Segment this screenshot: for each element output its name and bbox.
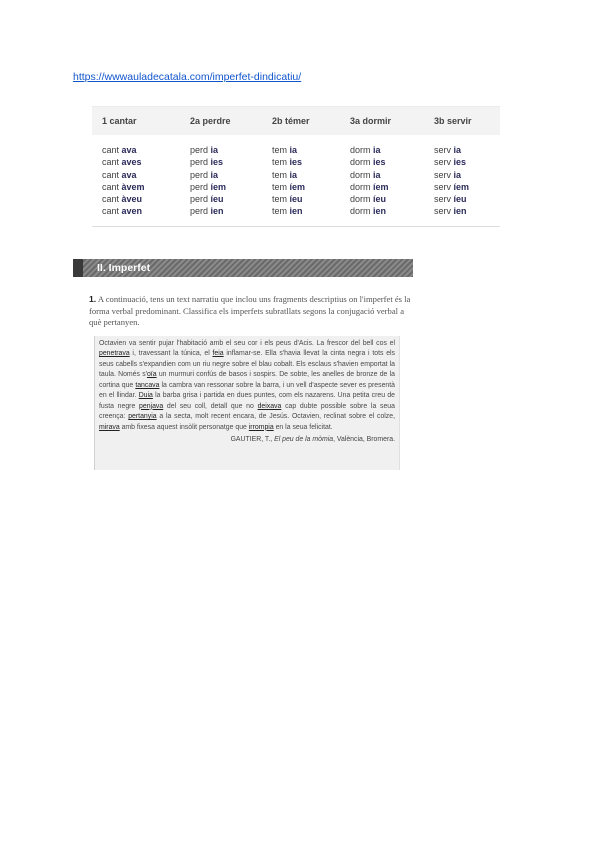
- underlined-verb: feia: [212, 350, 224, 358]
- verb-ending: íem: [453, 181, 470, 192]
- underlined-verb: penetrava: [99, 350, 130, 358]
- conjugation-form: [190, 193, 226, 205]
- verb-stem: dorm: [350, 194, 374, 205]
- passage-segment: la barba grisa i partida en dues puntes, com els nazarens. Una petita creu de fusta negre: [99, 392, 395, 410]
- verb-ending: ien: [210, 206, 224, 217]
- conjugation-form: [434, 144, 469, 156]
- conjugation-form: [434, 156, 469, 168]
- conjugation-form: [190, 205, 226, 217]
- underlined-verb: Duia: [138, 392, 153, 400]
- passage-segment: i, travessant la túnica, el: [129, 350, 213, 358]
- underlined-verb: oïa: [146, 371, 157, 379]
- verb-stem: perd: [190, 181, 211, 192]
- conjugation-form: [272, 181, 305, 193]
- verb-ending: ia: [210, 145, 219, 155]
- verb-stem: serv: [434, 194, 454, 205]
- verb-stem: cant: [102, 169, 122, 180]
- verb-ending: íeu: [289, 194, 303, 205]
- passage-text: [99, 339, 395, 433]
- verb-ending: ies: [373, 157, 386, 168]
- verb-stem: tem: [272, 194, 290, 205]
- verb-stem: serv: [434, 145, 454, 155]
- exercise-text: A continuació, tens un text narratiu que inclou uns fragments descriptius on l'imperfet és la forma verbal predominant. Classifica els imperfets subratllats segons la conjugació verbal a què pertanyen.: [89, 294, 411, 327]
- conjugation-form: [102, 181, 145, 193]
- conjugation-form: [190, 156, 226, 168]
- underlined-verb: penjava: [139, 402, 164, 410]
- conjugation-form: [350, 193, 389, 205]
- verb-ending: ia: [373, 145, 381, 155]
- conjugation-form: [102, 144, 145, 156]
- source-title: El peu de la mòmia: [274, 436, 334, 444]
- verb-stem: tem: [272, 181, 290, 192]
- verb-ending: íeu: [453, 194, 467, 205]
- column-perdre: [190, 144, 226, 218]
- conjugation-form: [102, 156, 145, 168]
- conjugation-table: [92, 106, 500, 227]
- conjugation-form: [350, 156, 389, 168]
- column-temer: [272, 144, 305, 218]
- conjugation-form: [272, 144, 305, 156]
- verb-ending: ava: [121, 145, 137, 155]
- verb-ending: ia: [373, 169, 381, 180]
- conjugation-form: [434, 205, 469, 217]
- section-title: II. Imperfet: [97, 262, 151, 274]
- conjugation-form: [350, 205, 389, 217]
- verb-stem: perd: [190, 145, 211, 155]
- verb-ending: íeu: [210, 194, 224, 205]
- verb-stem: dorm: [350, 206, 374, 217]
- passage-box: [94, 336, 400, 470]
- exercise-instructions: [89, 294, 413, 329]
- conjugation-form: [350, 181, 389, 193]
- verb-ending: ia: [453, 145, 462, 155]
- conjugation-form: [102, 169, 145, 181]
- verb-stem: cant: [102, 206, 122, 217]
- underlined-verb: irrompia: [248, 423, 274, 431]
- verb-stem: dorm: [350, 145, 374, 155]
- conjugation-form: [272, 156, 305, 168]
- verb-stem: dorm: [350, 157, 374, 168]
- header-cantar: 1 cantar: [102, 116, 137, 126]
- verb-stem: perd: [190, 194, 211, 205]
- verb-stem: cant: [102, 145, 122, 155]
- verb-ending: íeu: [373, 194, 387, 205]
- source-link[interactable]: https://wwwauladecatala.com/imperfet-dindicatiu/: [73, 71, 302, 83]
- header-perdre: 2a perdre: [190, 116, 231, 126]
- passage-segment: en la seua felicitat.: [273, 423, 333, 431]
- passage-segment: cap dubte possible sobre la seua creença:: [99, 402, 395, 421]
- passage-segment: a la secta, molt recent encara, de Jesús. Octavien, reclinat sobre el colze,: [156, 413, 395, 421]
- passage-segment: inflamar-se. Ella s'havia llevat la cinta negra i tots els seus cabells s'expandien com un riu negre sobre el blau cobalt. Els esclaus s'havien emportat la taula. Només s': [99, 350, 396, 379]
- verb-stem: dorm: [350, 169, 374, 180]
- verb-ending: aven: [121, 206, 143, 217]
- verb-ending: ava: [121, 169, 137, 180]
- source-rest: , València, Bromera.: [333, 436, 395, 444]
- verb-ending: ia: [289, 145, 298, 155]
- passage-segment: Octavien va sentir pujar l'habitació amb el seu cor i els peus d'Acis. La frescor del bell cos el: [99, 340, 395, 347]
- verb-stem: tem: [272, 145, 290, 155]
- verb-ending: ies: [453, 157, 467, 168]
- conjugation-form: [272, 193, 305, 205]
- verb-ending: ia: [453, 169, 462, 180]
- verb-stem: perd: [190, 157, 211, 168]
- header-servir: 3b servir: [434, 116, 472, 126]
- verb-ending: ia: [289, 169, 298, 180]
- exercise-number: 1.: [89, 294, 97, 304]
- underlined-verb: pertanyia: [128, 413, 157, 421]
- verb-stem: serv: [434, 157, 454, 168]
- conjugation-form: [272, 205, 305, 217]
- conjugation-form: [190, 169, 226, 181]
- underlined-verb: mirava: [99, 423, 120, 431]
- verb-stem: tem: [272, 206, 290, 217]
- verb-ending: ien: [453, 206, 467, 217]
- verb-ending: aves: [121, 157, 142, 168]
- section-banner: [73, 259, 413, 277]
- verb-ending: íem: [210, 181, 227, 192]
- underlined-verb: tancava: [135, 381, 160, 389]
- verb-stem: dorm: [350, 181, 374, 192]
- conjugation-form: [102, 193, 145, 205]
- passage-source: [99, 435, 395, 445]
- column-servir: [434, 144, 469, 218]
- conjugation-form: [190, 181, 226, 193]
- conjugation-table-header: [92, 106, 500, 135]
- verb-ending: íem: [289, 181, 306, 192]
- column-cantar: [102, 144, 145, 218]
- verb-stem: serv: [434, 206, 454, 217]
- verb-stem: serv: [434, 181, 454, 192]
- conjugation-form: [350, 144, 389, 156]
- verb-stem: serv: [434, 169, 454, 180]
- verb-stem: cant: [102, 194, 122, 205]
- passage-segment: del seu coll, detall que no: [163, 402, 258, 410]
- verb-ending: íem: [373, 181, 389, 192]
- conjugation-form: [434, 169, 469, 181]
- verb-ending: ia: [210, 169, 219, 180]
- column-dormir: [350, 144, 389, 218]
- verb-stem: tem: [272, 157, 290, 168]
- header-temer: 2b témer: [272, 116, 310, 126]
- verb-stem: cant: [102, 157, 122, 168]
- passage-segment: la cambra van ressonar sobre la barra, i un vell d'aspecte sever es presentà en el llindar.: [99, 381, 395, 400]
- conjugation-form: [190, 144, 226, 156]
- conjugation-form: [434, 181, 469, 193]
- passage-segment: amb fixesa aquest insòlit personatge que: [119, 423, 249, 431]
- verb-stem: perd: [190, 169, 211, 180]
- source-author: GAUTIER, T.,: [230, 436, 275, 444]
- conjugation-form: [434, 193, 469, 205]
- banner-accent: [73, 259, 83, 277]
- header-dormir: 3a dormir: [350, 116, 392, 126]
- passage-segment: un murmuri confús de basos i sospirs. De sobte, les anelles de bronze de la cortina que: [99, 371, 395, 389]
- verb-ending: àvem: [121, 181, 145, 192]
- verb-stem: tem: [272, 169, 290, 180]
- conjugation-form: [272, 169, 305, 181]
- verb-ending: ies: [289, 157, 303, 168]
- verb-stem: cant: [102, 181, 122, 192]
- verb-ending: ies: [210, 157, 224, 168]
- verb-ending: ien: [373, 206, 387, 217]
- conjugation-form: [350, 169, 389, 181]
- underlined-verb: deixava: [257, 402, 282, 410]
- verb-ending: àveu: [121, 194, 143, 205]
- conjugation-form: [102, 205, 145, 217]
- verb-stem: perd: [190, 206, 211, 217]
- verb-ending: ien: [289, 206, 303, 217]
